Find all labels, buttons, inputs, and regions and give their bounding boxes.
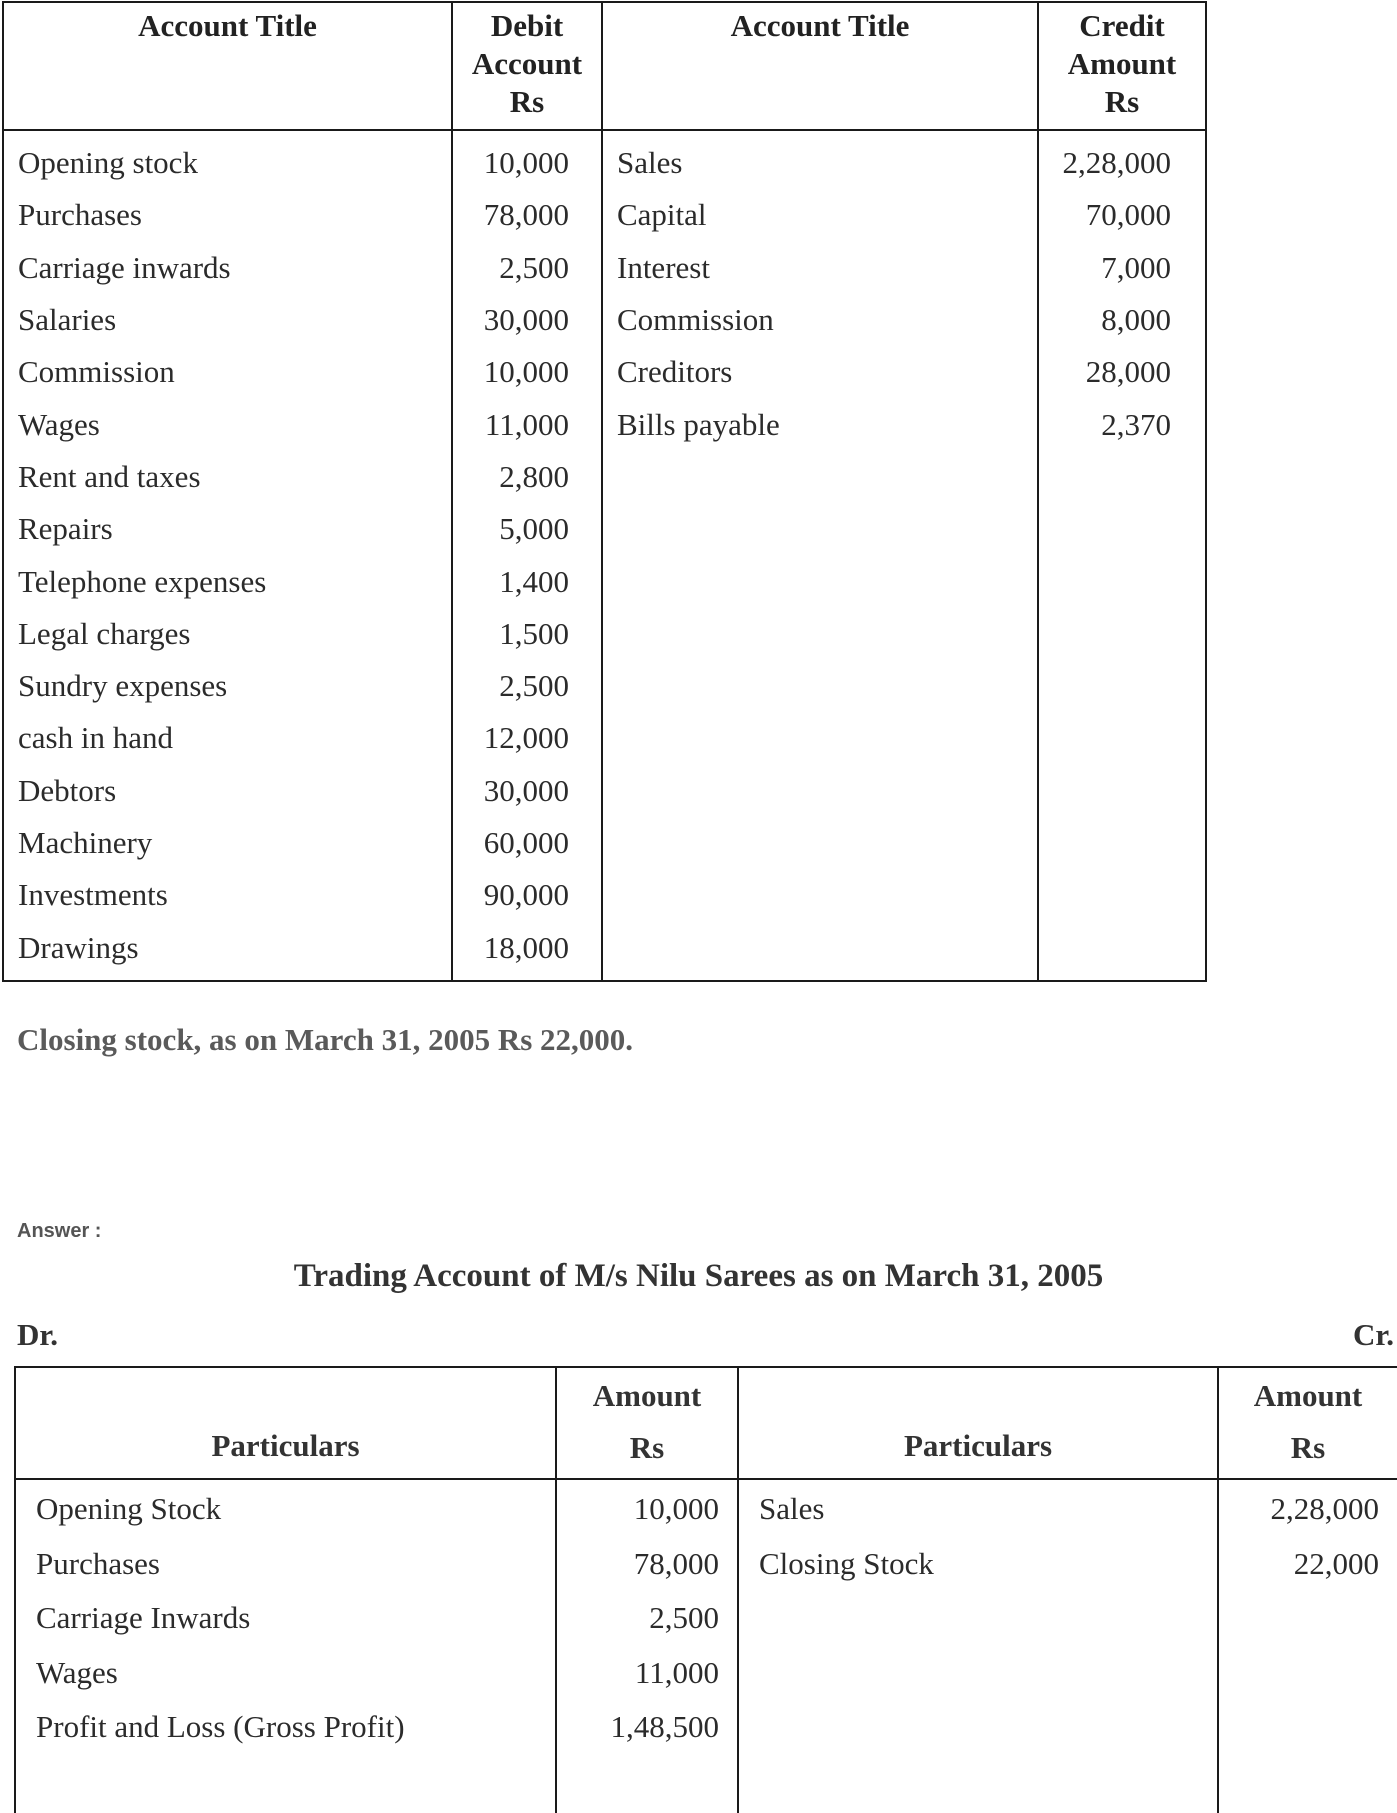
debit-amount-cell: 11,000	[556, 1646, 738, 1701]
debit-particulars-cell: Wages	[15, 1646, 556, 1701]
debit-title-cell: Sundry expenses	[3, 660, 452, 712]
trial-balance-row	[3, 294, 1206, 346]
trading-account-row	[15, 1591, 1397, 1646]
trial-balance-row	[3, 869, 1206, 921]
credit-amount-cell	[1038, 817, 1206, 869]
trial-balance-row	[3, 346, 1206, 398]
trading-account-row	[15, 1479, 1397, 1537]
trial-balance-row	[3, 817, 1206, 869]
trial-balance-row	[3, 130, 1206, 189]
credit-title-cell	[602, 608, 1038, 660]
trading-account-header-row	[15, 1367, 1397, 1479]
credit-title-cell	[602, 712, 1038, 764]
trial-balance-row	[3, 712, 1206, 764]
credit-title-cell: Interest	[602, 242, 1038, 294]
credit-particulars-cell: Closing Stock	[738, 1537, 1218, 1592]
credit-amount-cell	[1038, 503, 1206, 555]
debit-title-cell: Machinery	[3, 817, 452, 869]
debit-amount-cell: 30,000	[452, 294, 602, 346]
debit-particulars-header: Particulars	[15, 1367, 556, 1479]
credit-title-cell: Creditors	[602, 346, 1038, 398]
debit-account-title-header: Account Title	[3, 2, 452, 130]
debit-title-cell: Salaries	[3, 294, 452, 346]
answer-label: Answer :	[17, 1220, 102, 1242]
trial-balance-row	[3, 189, 1206, 241]
debit-particulars-cell: Profit and Loss (Gross Profit)	[15, 1700, 556, 1755]
debit-amount-cell: 78,000	[556, 1537, 738, 1592]
dr-label: Dr.	[17, 1317, 59, 1352]
debit-amount-cell: 2,500	[452, 660, 602, 712]
trial-balance-row	[3, 451, 1206, 503]
debit-particulars-cell: Purchases	[15, 1537, 556, 1592]
credit-title-cell	[602, 817, 1038, 869]
trial-balance-row	[3, 555, 1206, 607]
debit-title-cell: Telephone expenses	[3, 555, 452, 607]
trading-account-row	[15, 1646, 1397, 1701]
trial-balance-row	[3, 660, 1206, 712]
trading-account-body	[15, 1479, 1397, 1813]
credit-amount-cell	[1038, 712, 1206, 764]
credit-amount-cell	[1038, 869, 1206, 921]
credit-amount-cell: 2,28,000	[1218, 1479, 1397, 1537]
credit-title-cell	[602, 921, 1038, 980]
debit-amount-cell: 10,000	[452, 346, 602, 398]
trading-account-row	[15, 1700, 1397, 1755]
debit-amount-cell: 90,000	[452, 869, 602, 921]
credit-title-cell	[602, 869, 1038, 921]
empty-cell	[738, 1755, 1218, 1813]
debit-title-cell: Purchases	[3, 189, 452, 241]
debit-title-cell: cash in hand	[3, 712, 452, 764]
credit-amount-cell	[1038, 555, 1206, 607]
credit-title-cell	[602, 555, 1038, 607]
trial-balance-row	[3, 765, 1206, 817]
debit-amount-cell: 5,000	[452, 503, 602, 555]
credit-amount-cell: 2,370	[1038, 398, 1206, 450]
debit-particulars-cell: Opening Stock	[15, 1479, 556, 1537]
trading-account-row	[15, 1537, 1397, 1592]
debit-title-cell: Rent and taxes	[3, 451, 452, 503]
debit-amount-cell: 10,000	[452, 130, 602, 189]
credit-account-title-header: Account Title	[602, 2, 1038, 130]
debit-amount-cell: 1,48,500	[556, 1700, 738, 1755]
trial-balance-row	[3, 921, 1206, 980]
closing-stock-note: Closing stock, as on March 31, 2005 Rs 22,000.	[17, 1022, 634, 1057]
debit-amount-cell: 60,000	[452, 817, 602, 869]
credit-amount-cell	[1038, 608, 1206, 660]
debit-amount-cell: 11,000	[452, 398, 602, 450]
credit-amount-cell	[1218, 1700, 1397, 1755]
credit-title-cell	[602, 503, 1038, 555]
trading-account-title: Trading Account of M/s Nilu Sarees as on March 31, 2005	[293, 1258, 1104, 1294]
trial-balance-table	[2, 1, 1207, 982]
debit-amount-cell: 18,000	[452, 921, 602, 980]
debit-title-cell: Wages	[3, 398, 452, 450]
debit-title-cell: Legal charges	[3, 608, 452, 660]
debit-amount-cell: 2,500	[556, 1591, 738, 1646]
debit-particulars-cell: Carriage Inwards	[15, 1591, 556, 1646]
trial-balance-row	[3, 503, 1206, 555]
credit-particulars-cell	[738, 1700, 1218, 1755]
credit-amount-cell: 8,000	[1038, 294, 1206, 346]
credit-amount-cell: 70,000	[1038, 189, 1206, 241]
debit-title-cell: Repairs	[3, 503, 452, 555]
debit-amount-cell: 30,000	[452, 765, 602, 817]
debit-amount-cell: 1,500	[452, 608, 602, 660]
credit-amount-header: Amount Rs	[1218, 1367, 1397, 1479]
debit-amount-cell: 2,800	[452, 451, 602, 503]
trading-account-spacer-row	[15, 1755, 1397, 1813]
trading-account-table	[14, 1366, 1397, 1813]
debit-amount-header: Debit Account Rs	[452, 2, 602, 130]
cr-label: Cr.	[1352, 1317, 1394, 1352]
debit-title-cell: Debtors	[3, 765, 452, 817]
credit-amount-cell	[1038, 921, 1206, 980]
credit-title-cell	[602, 451, 1038, 503]
empty-cell	[15, 1755, 556, 1813]
debit-amount-cell: 10,000	[556, 1479, 738, 1537]
credit-particulars-header: Particulars	[738, 1367, 1218, 1479]
credit-title-cell	[602, 660, 1038, 712]
credit-amount-cell	[1038, 765, 1206, 817]
credit-title-cell: Commission	[602, 294, 1038, 346]
empty-cell	[1218, 1755, 1397, 1813]
credit-amount-cell: 2,28,000	[1038, 130, 1206, 189]
credit-particulars-cell: Sales	[738, 1479, 1218, 1537]
debit-title-cell: Carriage inwards	[3, 242, 452, 294]
debit-title-cell: Commission	[3, 346, 452, 398]
empty-cell	[556, 1755, 738, 1813]
credit-amount-cell	[1038, 660, 1206, 712]
credit-title-cell	[602, 765, 1038, 817]
credit-amount-cell	[1218, 1646, 1397, 1701]
debit-amount-cell: 2,500	[452, 242, 602, 294]
credit-amount-header: Credit Amount Rs	[1038, 2, 1206, 130]
credit-amount-cell	[1218, 1591, 1397, 1646]
debit-amount-cell: 12,000	[452, 712, 602, 764]
trial-balance-row	[3, 608, 1206, 660]
credit-amount-cell: 7,000	[1038, 242, 1206, 294]
credit-title-cell: Capital	[602, 189, 1038, 241]
debit-title-cell: Drawings	[3, 921, 452, 980]
trial-balance-body	[3, 130, 1206, 981]
credit-amount-cell: 28,000	[1038, 346, 1206, 398]
credit-particulars-cell	[738, 1646, 1218, 1701]
trial-balance-row	[3, 398, 1206, 450]
debit-amount-cell: 78,000	[452, 189, 602, 241]
credit-title-cell: Sales	[602, 130, 1038, 189]
trial-balance-row	[3, 242, 1206, 294]
debit-amount-cell: 1,400	[452, 555, 602, 607]
credit-particulars-cell	[738, 1591, 1218, 1646]
debit-title-cell: Investments	[3, 869, 452, 921]
debit-title-cell: Opening stock	[3, 130, 452, 189]
trial-balance-header-row	[3, 2, 1206, 130]
credit-amount-cell	[1038, 451, 1206, 503]
debit-amount-header: Amount Rs	[556, 1367, 738, 1479]
credit-title-cell: Bills payable	[602, 398, 1038, 450]
credit-amount-cell: 22,000	[1218, 1537, 1397, 1592]
